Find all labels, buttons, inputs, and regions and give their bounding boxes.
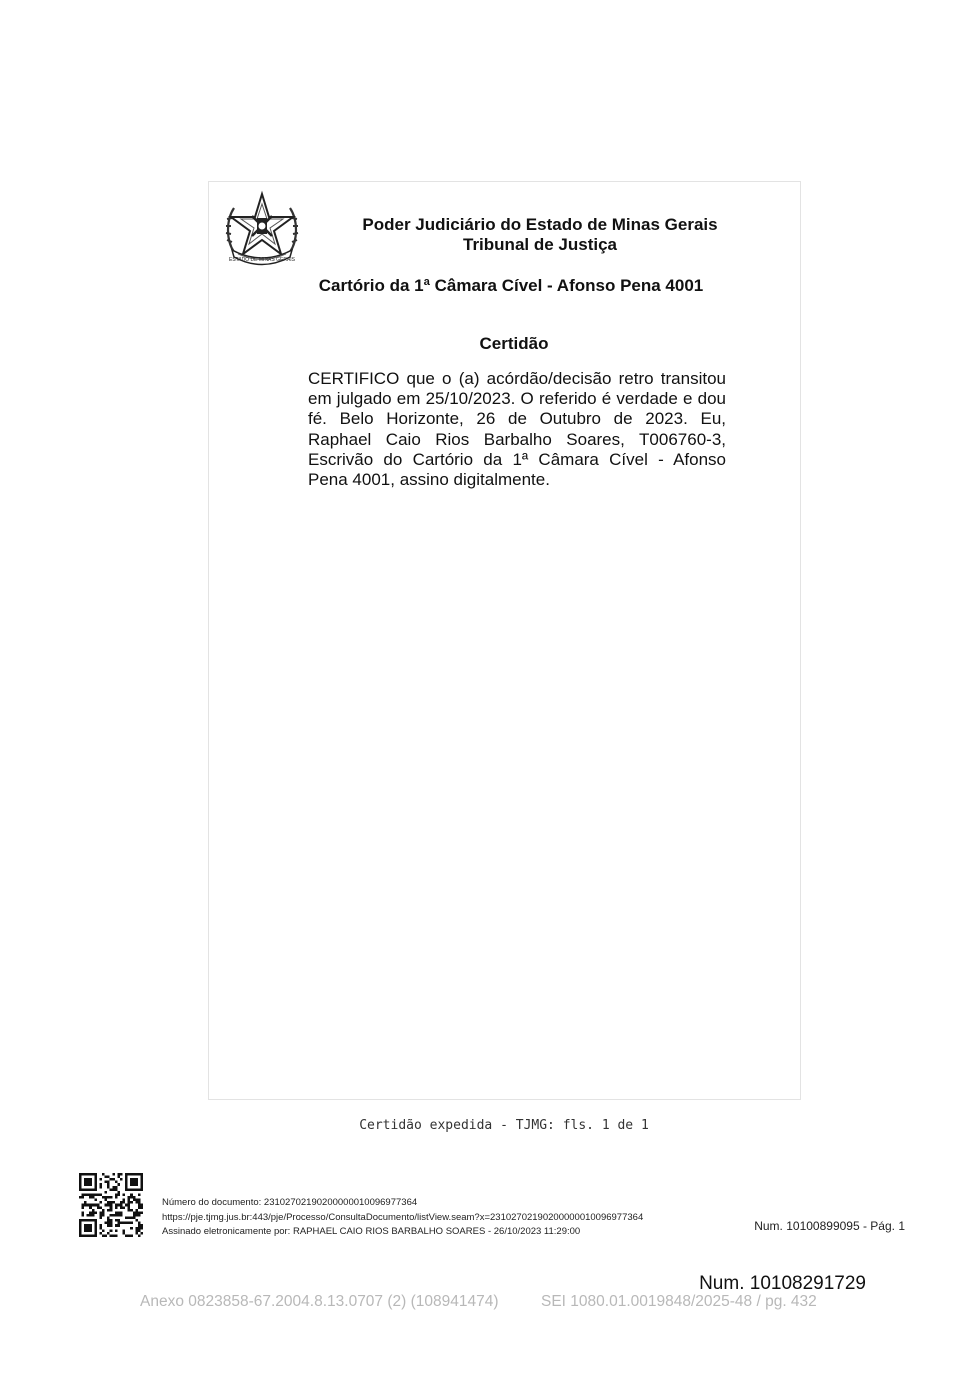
- annex-reference: Anexo 0823858-67.2004.8.13.0707 (2) (108941474): [140, 1293, 499, 1310]
- registry-name: Cartório da 1ª Câmara Cível - Afonso Pena 4001: [318, 276, 704, 295]
- document-frame: [208, 181, 801, 1100]
- certificate-body: CERTIFICO que o (a) acórdão/decisão retro transitou em julgado em 25/10/2023. O referido é verdade e dou fé. Belo Horizonte, 26 de Outubro de 2023. Eu, Raphael Caio Rios Barbalho Soares, T006760-3, Escrivão do Cartório da 1ª Câmara Cível - Afonso Pena 4001, assino digitalmente.: [308, 369, 726, 490]
- signature-line: Assinado eletronicamente por: RAPHAEL CAIO RIOS BARBALHO SOARES - 26/10/2023 11:29:00: [162, 1226, 581, 1237]
- document-url[interactable]: https://pje.tjmg.jus.br:443/pje/Processo/ConsultaDocumento/listView.seam?x=23102702190200000010096977364: [162, 1212, 644, 1223]
- sei-reference: SEI 1080.01.0019848/2025-48 / pg. 432: [541, 1293, 817, 1310]
- qr-code-icon: [79, 1173, 143, 1237]
- court-name: Poder Judiciário do Estado de Minas Gerais: [362, 215, 718, 234]
- tribunal-name: Tribunal de Justiça: [463, 235, 617, 254]
- page-number: Num. 10100899095 - Pág. 1: [754, 1219, 905, 1233]
- svg-text:ESTADO DE MINAS GERAIS: ESTADO DE MINAS GERAIS: [228, 257, 296, 263]
- outer-document-number: Num. 10108291729: [699, 1273, 866, 1294]
- expedition-note: Certidão expedida - TJMG: fls. 1 de 1: [359, 1118, 649, 1133]
- certificate-title: Certidão: [479, 334, 549, 353]
- document-number: Número do documento: 23102702190200000010096977364: [162, 1197, 418, 1208]
- coat-of-arms-seal-icon: [222, 190, 302, 270]
